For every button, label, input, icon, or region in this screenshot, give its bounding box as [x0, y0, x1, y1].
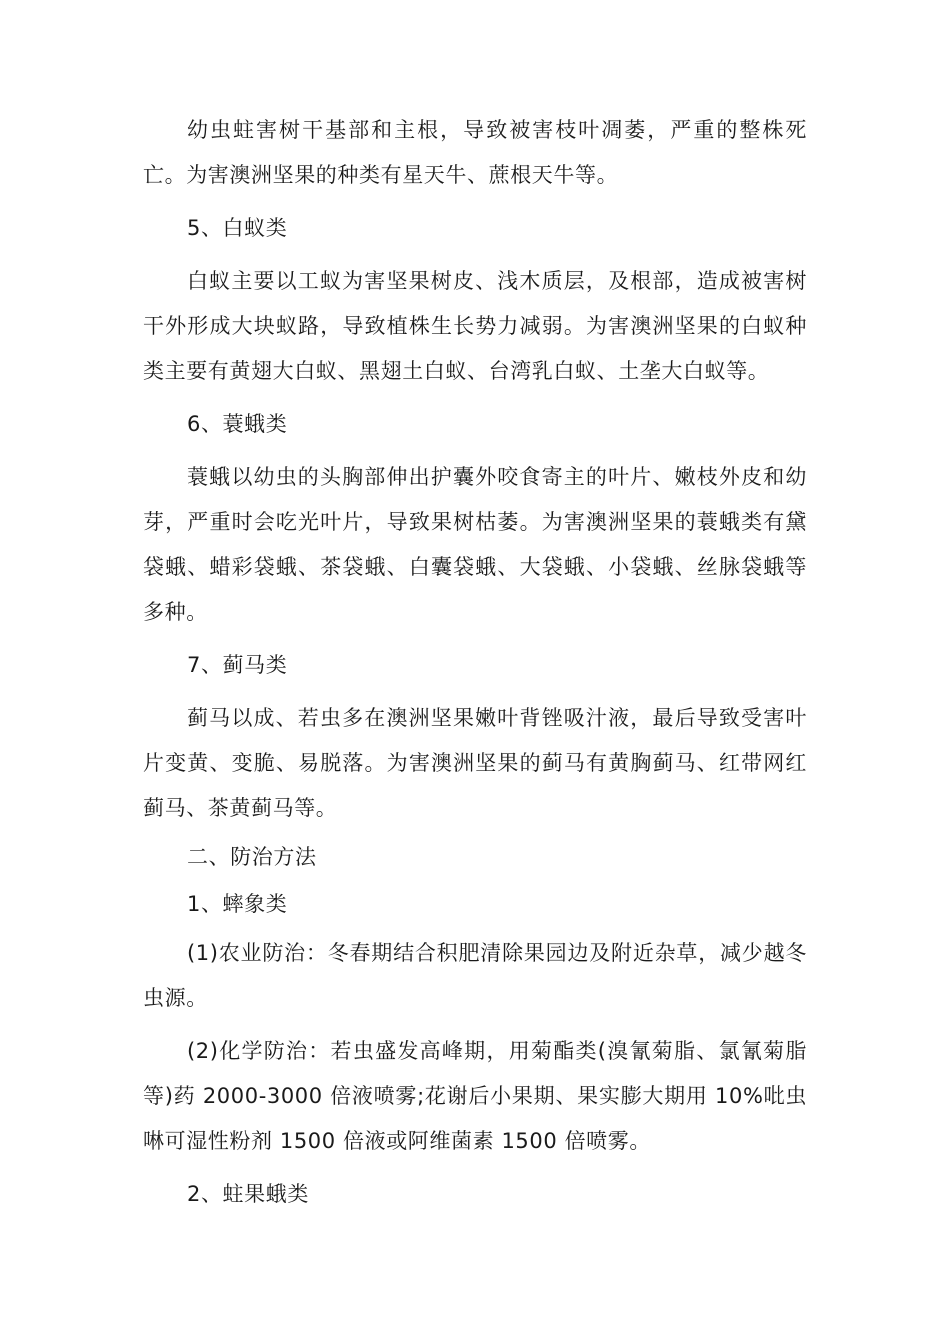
paragraph-bagworms: 蓑蛾以幼虫的头胸部伸出护囊外咬食寄主的叶片、嫩枝外皮和幼芽，严重时会吃光叶片，导致果树枯萎。为害澳洲坚果的蓑蛾类有黛袋蛾、蜡彩袋蛾、茶袋蛾、白囊袋蛾、大袋蛾、小袋蛾、丝脉袋蛾等多种。: [143, 465, 807, 624]
paragraph-chemical-control: (2)化学防治：若虫盛发高峰期，用菊酯类(溴氰菊脂、氯氰菊脂等)药 2000-3000 倍液喷雾;花谢后小果期、果实膨大期用 10%吡虫啉可湿性粉剂 1500 倍液或阿维菌素 1500 倍喷雾。: [143, 1039, 807, 1153]
paragraph-longhorn-beetle-damage: 幼虫蛀害树干基部和主根，导致被害枝叶凋萎，严重的整株死亡。为害澳洲坚果的种类有星天牛、蔗根天牛等。: [143, 118, 807, 187]
paragraph-termites: 白蚁主要以工蚁为害坚果树皮、浅木质层，及根部，造成被害树干外形成大块蚁路，导致植株生长势力减弱。为害澳洲坚果的白蚁种类主要有黄翅大白蚁、黑翅土白蚁、台湾乳白蚁、土垄大白蚁等。: [143, 269, 807, 383]
heading-thrips: 7、蓟马类: [187, 653, 288, 677]
paragraph-agricultural-control: (1)农业防治：冬春期结合积肥清除果园边及附近杂草，减少越冬虫源。: [143, 941, 807, 1010]
heading-weevils: 1、蟀象类: [187, 892, 288, 916]
heading-fruit-borers: 2、蛀果蛾类: [187, 1182, 309, 1206]
heading-control-methods: 二、防治方法: [187, 845, 317, 869]
paragraph-thrips: 蓟马以成、若虫多在澳洲坚果嫩叶背锉吸汁液，最后导致受害叶片变黄、变脆、易脱落。为害澳洲坚果的蓟马有黄胸蓟马、红带网红蓟马、茶黄蓟马等。: [143, 706, 807, 820]
heading-bagworms: 6、蓑蛾类: [187, 412, 288, 436]
heading-termites: 5、白蚁类: [187, 216, 288, 240]
